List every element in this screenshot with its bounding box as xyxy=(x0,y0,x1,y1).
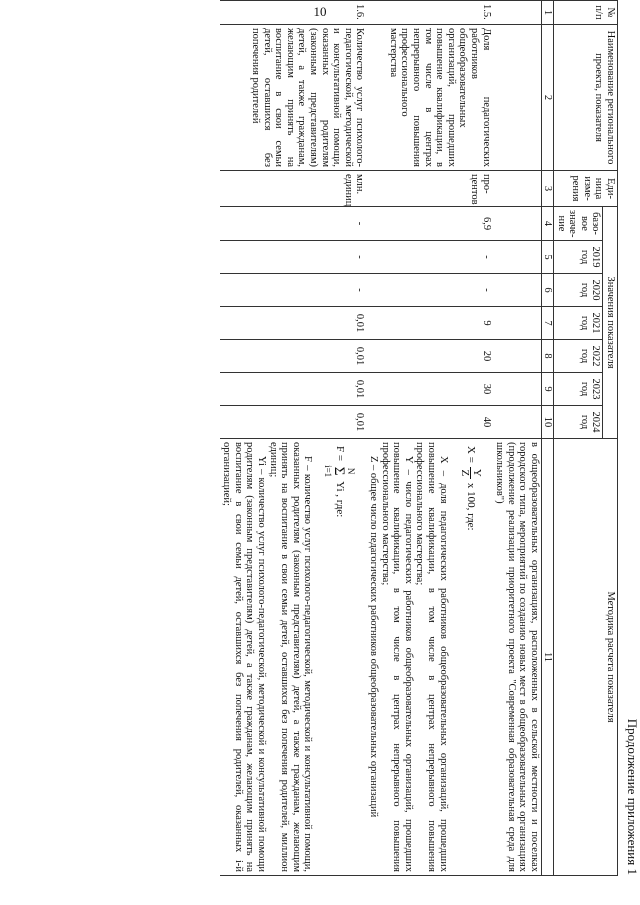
formula-rhs: Yi , где: xyxy=(334,481,347,518)
header-2021: 2021 год xyxy=(554,307,603,340)
formula-numerator: Y xyxy=(470,468,483,477)
row-2024: 40 xyxy=(366,406,492,439)
formula-lhs: F = xyxy=(334,446,347,462)
header-2023: 2023 год xyxy=(554,373,603,406)
formula-denominator: Z xyxy=(458,469,471,477)
sum-top: N xyxy=(346,467,357,475)
row-2022: 0,01 xyxy=(220,340,367,373)
row-name: Доля педагогических работников общеобразовательных организаций, прошедших повышение квалификации, в том числе в центрах непрерывного повышения профессионального мастерства xyxy=(366,25,492,171)
indicators-table xyxy=(220,0,618,876)
row-unit: про-центов xyxy=(366,171,492,207)
table-row xyxy=(366,1,492,876)
col-index: 9 xyxy=(541,373,554,406)
formula-fraction xyxy=(459,467,482,479)
header-name: Наименование регионального проекта, показателя xyxy=(554,25,618,171)
row-2021: 0,01 xyxy=(220,307,367,340)
row-2023: 0,01 xyxy=(220,373,367,406)
method-line: X – доля педагогических работников общеобразовательных организаций, прошедших повышение квалификации, в том числе в центрах непрерывного повышения профессионального мастерства; xyxy=(414,442,449,872)
header-2020: 2020 год xyxy=(554,274,603,307)
method-line: Y – число педагогических работников общеобразовательных организаций, прошедших повышение квалификации, в том числе в центрах непрерывного повышения профессионального мастерства; xyxy=(379,442,414,872)
continued-text: в общеобразовательных организациях, расположенных в сельской местности и поселках городского типа, мероприятий по созданию новых мест в общеобразовательных организациях (продолжение реализации приоритетного проекта "Современная образовательная среда для школьников") xyxy=(493,439,542,876)
row-2019: - xyxy=(220,241,367,274)
formula xyxy=(323,446,355,872)
col-index: 3 xyxy=(541,171,554,207)
col-index: 5 xyxy=(541,241,554,274)
row-2021: 9 xyxy=(366,307,492,340)
header-row xyxy=(603,1,618,876)
row-2020: - xyxy=(220,274,367,307)
row-name: Количество услуг психолого-педагогической, методической и консультативной помощи, оказанных родителям (законным представителям) детей, а также гражданам, желающим принять на воспитание в свои семьи детей, оставшихся без попечения родителей xyxy=(220,25,367,171)
col-index: 8 xyxy=(541,340,554,373)
header-values-group: Значения показателя xyxy=(603,207,618,439)
continuation-row xyxy=(493,1,542,876)
table-row xyxy=(220,1,367,876)
col-index: 1 xyxy=(541,1,554,25)
method-line: Yi – количество услуг психолого-педагогической, методической и консультативной помощи родителям (законным представителям) детей, а также гражданам, желающим принять на воспитание в свои семьи детей, оставшихся без попечения родителей, оказанных i-й организацией; xyxy=(221,442,267,872)
header-2022: 2022 год xyxy=(554,340,603,373)
row-2023: 30 xyxy=(366,373,492,406)
row-2024: 0,01 xyxy=(220,406,367,439)
method-line: Z – общее число педагогических работников общеобразовательных организаций xyxy=(367,456,379,818)
row-2019: - xyxy=(366,241,492,274)
row-method xyxy=(220,439,367,876)
row-base: 6,9 xyxy=(366,207,492,241)
row-2022: 20 xyxy=(366,340,492,373)
col-index: 10 xyxy=(541,406,554,439)
row-2020: - xyxy=(366,274,492,307)
header-num: № п/п xyxy=(554,1,618,25)
column-index-row xyxy=(541,1,554,876)
row-num: 1.6. xyxy=(220,1,367,25)
method-line: F – количество услуг психолого-педагогической, методической и консультативной помощи, оказанных родителям (законным представителям) детей, а также гражданам, желающим принять на воспитание в свои семьи детей, оставшихся без попечения родителей, миллион единиц; xyxy=(267,442,314,872)
header-unit: Еди-ница изме-рения xyxy=(554,171,618,207)
col-index: 2 xyxy=(541,25,554,171)
appendix-label: Продолжение приложения 1 xyxy=(625,718,640,875)
sigma-icon: Σ xyxy=(331,466,348,476)
formula-rhs: x 100, где: xyxy=(464,482,477,531)
header-method: Методика расчета показателя xyxy=(554,439,618,876)
formula-lhs: X = xyxy=(464,446,477,463)
landscape-content xyxy=(30,0,640,875)
header-2024: 2024 год xyxy=(554,406,603,439)
row-method xyxy=(366,439,492,876)
sum-bottom: i=1 xyxy=(323,465,334,478)
col-index: 11 xyxy=(541,439,554,876)
row-unit: млн. единиц xyxy=(220,171,367,207)
col-index: 7 xyxy=(541,307,554,340)
header-base: базо-вое значе-ние xyxy=(554,207,603,241)
row-num: 1.5. xyxy=(366,1,492,25)
header-2019: 2019 год xyxy=(554,241,603,274)
col-index: 4 xyxy=(541,207,554,241)
row-base: - xyxy=(220,207,367,241)
col-index: 6 xyxy=(541,274,554,307)
page-number: 10 xyxy=(313,4,327,19)
sum-symbol xyxy=(323,465,355,477)
formula xyxy=(459,446,482,872)
